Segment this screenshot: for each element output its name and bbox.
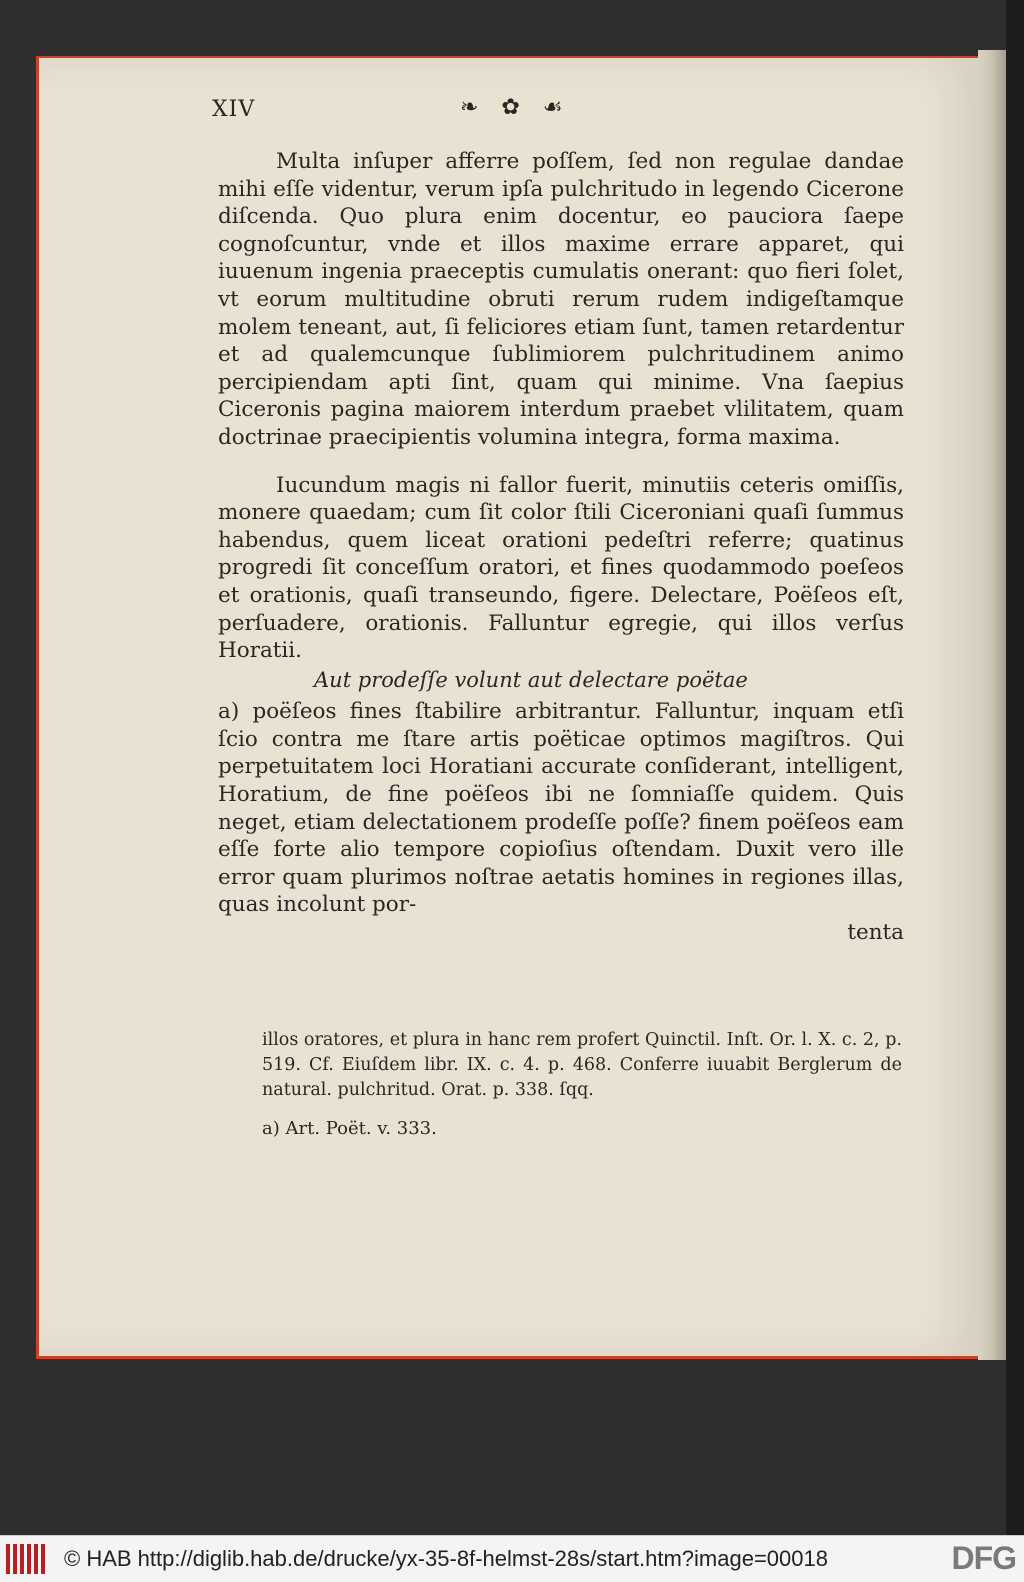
source-link[interactable]: © HAB http://diglib.hab.de/drucke/yx-35-8f-helmst-28s/start.htm?image=00018 <box>64 1546 828 1571</box>
ornament-icon: ❧ ✿ ☙ <box>460 95 571 120</box>
paragraph-2: Iucundum magis ni fallor fuerit, minutiis ceteris omiſſis, monere quaedam; cum ſit color ſtili Ciceroniani quaſi ſummus habendus, quem liceat orationi pedeſtri referre; quatinus progredi ſit conceſſum oratori, et fines quodammodo poeſeos et orationis, quaſi transeundo, figere. Delectare, Poëſeos eſt, perſuadere, orationis. Falluntur egregie, qui illos verſus Horatii. <box>218 472 904 664</box>
footnote-a: a) Art. Poët. v. 333. <box>262 1118 437 1139</box>
catchword: tenta <box>847 920 904 946</box>
footnote-continued <box>262 1028 902 1103</box>
footnote-text: illos oratores, et plura in hanc rem profert Quinctil. Inſt. Or. l. X. c. 2, p. 519. Cf. Eiuſdem libr. IX. c. 4. p. 468. Conferre iuuabit Berglerum de natural. pulchritud. Orat. p. 338. ſqq. <box>262 1030 902 1100</box>
hab-logo-icon <box>6 1544 46 1574</box>
page-number: XIV <box>212 97 256 122</box>
dfg-logo: DFG <box>951 1540 1016 1576</box>
main-text <box>218 148 904 947</box>
running-header <box>212 97 924 127</box>
paragraph-1: Multa inſuper afferre poſſem, ſed non regulae dandae mihi eſſe videntur, verum ipſa pulchritudo in legendo Cicerone diſcenda. Quo plura enim docentur, eo pauciora ſaepe cognoſcuntur, vnde et illos maxime errare apparet, qui iuuenum ingenia praeceptis cumulatis onerant: quo fieri ſolet, vt eorum multitudine obruti rerum rudem indigeſtamque molem teneant, aut, ſi feliciores etiam ſunt, tamen retardentur et ad qualemcunque ſublimiorem pulchritudinem animo percipiendam apti ſint, quam qui minime. Vna ſaepius Ciceronis pagina maiorem interdum praebet vlilitatem, quam doctrinae praecipientis volumina integra, forma maxima. <box>218 149 904 450</box>
verse-quote: Aut prodeſſe volunt aut delectare poëtae <box>314 667 748 692</box>
viewer-footer <box>0 1535 1024 1582</box>
scan-border <box>1006 0 1024 1535</box>
paragraph-3: a) poëſeos fines ſtabilire arbitrantur. Falluntur, inquam etſi ſcio contra me ſtare artis poëticae optimos magiſtros. Qui perpetuitatem loci Horatiani accurate conſiderant, intelligent, Horatium, de fine poëſeos ibi ne ſomniaſſe quidem. Quis neget, etiam delectationem prodeſſe poſſe? finem poëſeos eam eſſe forte alio tempore copioſius oſtendam. Duxit vero ille error quam plurimos noſtrae aetatis homines in regiones illas, quas incolunt por- <box>218 699 904 918</box>
page-edge <box>978 50 1008 1360</box>
